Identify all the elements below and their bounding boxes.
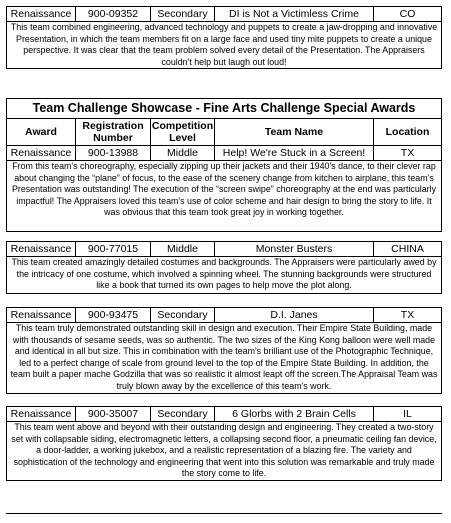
award-cell: Renaissance: [7, 146, 76, 160]
level-cell: Middle: [151, 242, 215, 256]
entry-description: This team combined engineering, advanced technology and puppets to create a jaw-dropping and innovative Presentation, in which the team members fit on a large face and used tiny mite puppets to create a unique perspective. It was clear that the team problem solved every detail of the Presentation. The Appraisers couldn't help but laugh out loud!: [10, 22, 438, 67]
team-name-cell: Help! We're Stuck in a Screen!: [215, 146, 374, 160]
entry-row: [7, 308, 441, 323]
showcase-table: [6, 98, 442, 232]
level-cell: Secondary: [151, 407, 215, 421]
level-cell: Secondary: [151, 308, 215, 322]
next-table-border: [6, 513, 442, 514]
entry-description: This team created amazingly detailed costumes and backgrounds. The Appraisers were particularly awed by the intricacy of one costume, which involved a spinning wheel. The stunning backgrounds were structured like a book that turned its own pages to help move the plot along.: [11, 257, 437, 290]
award-cell: Renaissance: [7, 242, 76, 256]
entry-row: [7, 407, 441, 422]
entry-description: This team truly demonstrated outstanding skill in design and execution. Their Empire State Building, made with thousands of sesame seeds, was so authentic. The two sizes of the King Kong balloon were well made and identical in all but size. This in combination with the team's brilliant use of the Photographic Technique, led to a perfect change of scale from ground level to the top of the Empire State Building. In addition, the team built a paper mache Godzilla that was so realistic it almost leapt off the screen.The Appraisal Team was truly blown away by the excellence of this team's work.: [10, 323, 438, 391]
award-cell: Renaissance: [7, 407, 76, 421]
entry-row: [7, 146, 441, 161]
entry-description: From this team's choreography, especially zipping up their jackets and their 1940's dance, to their clever rap about changing the “plane” of focus, to the ease of the scenery change from kitchen to airplane, this team's Presentation was outstanding! The execution of the “screen swipe” choreography at the end was particularly impactful! The Appraisers loved this team's use of color scheme and hair design to bring the story to life. It was obvious that this team took great joy in working together.: [11, 161, 437, 217]
entry-row: [7, 242, 441, 257]
location-cell: TX: [400, 147, 415, 159]
registration-cell: 900-93475: [76, 308, 151, 322]
award-entry-4: [6, 307, 442, 394]
registration-cell: 900-77015: [76, 242, 151, 256]
location-cell: CO: [399, 8, 416, 20]
level-cell: Middle: [151, 146, 215, 160]
registration-cell: 900-13988: [76, 146, 151, 160]
team-name-cell: 6 Glorbs with 2 Brain Cells: [215, 407, 374, 421]
header-level: Competition Level: [151, 120, 214, 144]
award-entry-3: [6, 241, 442, 294]
award-entry-5: [6, 406, 442, 481]
award-cell: Renaissance: [7, 7, 76, 21]
entry-row: [7, 7, 441, 22]
location-cell: CHINA: [391, 243, 424, 255]
table-header: [7, 119, 441, 146]
header-award: Award: [7, 119, 76, 145]
level-cell: Secondary: [151, 7, 215, 21]
entry-description: This team went above and beyond with their outstanding design and engineering. They created a two-story set with collapsable siding, electromagnetic letters, a collapsing second floor, a pneumatic ceiling fan device, a door-ladder, a working jukebox, and a realistic representation of a blazing fire. The variety and sophistication of the technology and engineering that went into this solution was remarkable and truly made the story come to life.: [11, 422, 437, 478]
header-registration: Registration Number: [76, 119, 151, 145]
award-cell: Renaissance: [7, 308, 76, 322]
showcase-title: Team Challenge Showcase - Fine Arts Challenge Special Awards: [7, 99, 441, 119]
header-team-name: Team Name: [215, 119, 374, 145]
location-cell: TX: [400, 309, 415, 321]
award-entry-1: [6, 6, 442, 69]
registration-cell: 900-09352: [76, 7, 151, 21]
header-location: Location: [385, 126, 430, 138]
team-name-cell: Monster Busters: [215, 242, 374, 256]
registration-cell: 900-35007: [76, 407, 151, 421]
location-cell: IL: [403, 408, 412, 420]
team-name-cell: DI is Not a Victimless Crime: [215, 7, 374, 21]
team-name-cell: D.I. Janes: [215, 308, 374, 322]
